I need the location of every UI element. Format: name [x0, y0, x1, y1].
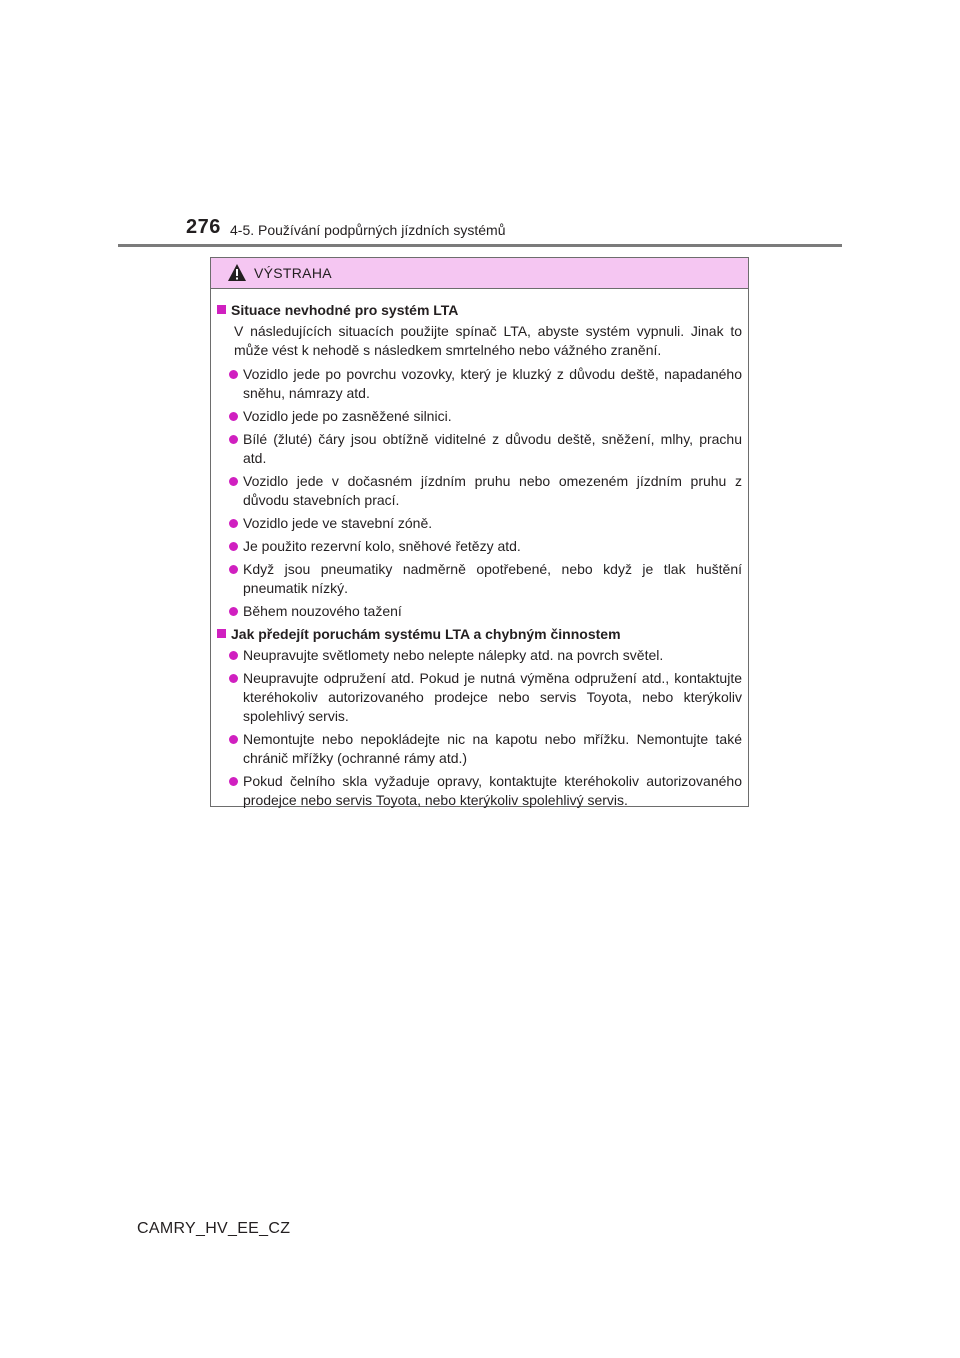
square-bullet-icon [217, 629, 226, 638]
section-heading [217, 625, 742, 644]
section-intro: V následujících situacích použijte spínač LTA, abyste systém vypnuli. Jinak to může vést k nehodě s následkem smrtelného nebo vážného zranění. [234, 323, 742, 358]
warning-body [211, 289, 748, 810]
warning-triangle-icon [227, 263, 247, 282]
list-item-text: Vozidlo jede ve stavební zóně. [243, 515, 433, 531]
square-bullet-icon [217, 305, 226, 314]
list-item-text: Nemontujte nebo nepokládejte nic na kapotu nebo mřížku. Nemontujte také chránič mřížky (ochranné rámy atd.) [243, 731, 742, 766]
list-item [217, 430, 742, 468]
list-item-text: Neupravujte odpružení atd. Pokud je nutná výměna odpružení atd., kontaktujte kteréhokoliv autorizovaného prodejce nebo servis Toyota, nebo kterýkoliv spolehlivý servis. [243, 670, 742, 724]
list-item [217, 669, 742, 726]
warning-title: VÝSTRAHA [254, 265, 332, 281]
header-divider [118, 244, 842, 247]
circle-bullet-icon [229, 674, 238, 683]
section-heading-text: Jak předejít poruchám systému LTA a chybným činnostem [231, 626, 621, 642]
list-item-text: Vozidlo jede po zasněžené silnici. [243, 408, 452, 424]
circle-bullet-icon [229, 435, 238, 444]
circle-bullet-icon [229, 370, 238, 379]
circle-bullet-icon [229, 777, 238, 786]
list-item-text: Je použito rezervní kolo, sněhové řetězy atd. [243, 538, 521, 554]
list-item-text: Vozidlo jede v dočasném jízdním pruhu nebo omezeném jízdním pruhu z důvodu stavebních prací. [243, 473, 742, 508]
list-item [217, 514, 742, 533]
circle-bullet-icon [229, 542, 238, 551]
circle-bullet-icon [229, 565, 238, 574]
document-code: CAMRY_HV_EE_CZ [137, 1220, 291, 1237]
list-item [217, 730, 742, 768]
list-item [217, 560, 742, 598]
section-heading-text: Situace nevhodné pro systém LTA [231, 302, 459, 318]
list-item-text: Vozidlo jede po povrchu vozovky, který je kluzký z důvodu deště, napadaného sněhu, námrazy atd. [243, 366, 742, 401]
section-heading [217, 301, 742, 320]
list-item [217, 772, 742, 810]
warning-box [210, 257, 749, 807]
list-item-text: Pokud čelního skla vyžaduje opravy, kontaktujte kteréhokoliv autorizovaného prodejce nebo servis Toyota, nebo kterýkoliv spolehlivý servis. [243, 773, 742, 808]
circle-bullet-icon [229, 735, 238, 744]
page-number: 276 [186, 216, 221, 238]
list-item [217, 537, 742, 556]
section-title: 4-5. Používání podpůrných jízdních systémů [230, 222, 506, 238]
list-item [217, 472, 742, 510]
list-item-text: Neupravujte světlomety nebo nelepte nálepky atd. na povrch světel. [243, 647, 664, 663]
list-item [217, 646, 742, 665]
warning-header [211, 258, 748, 289]
list-item-text: Bílé (žluté) čáry jsou obtížně viditelné z důvodu deště, sněžení, mlhy, prachu atd. [243, 431, 742, 466]
circle-bullet-icon [229, 651, 238, 660]
list-item [217, 602, 742, 621]
circle-bullet-icon [229, 412, 238, 421]
list-item [217, 407, 742, 426]
list-item-text: Když jsou pneumatiky nadměrně opotřebené, nebo když je tlak huštění pneumatik nízký. [243, 561, 742, 596]
list-item-text: Během nouzového tažení [243, 603, 402, 619]
circle-bullet-icon [229, 607, 238, 616]
list-item [217, 365, 742, 403]
circle-bullet-icon [229, 477, 238, 486]
circle-bullet-icon [229, 519, 238, 528]
